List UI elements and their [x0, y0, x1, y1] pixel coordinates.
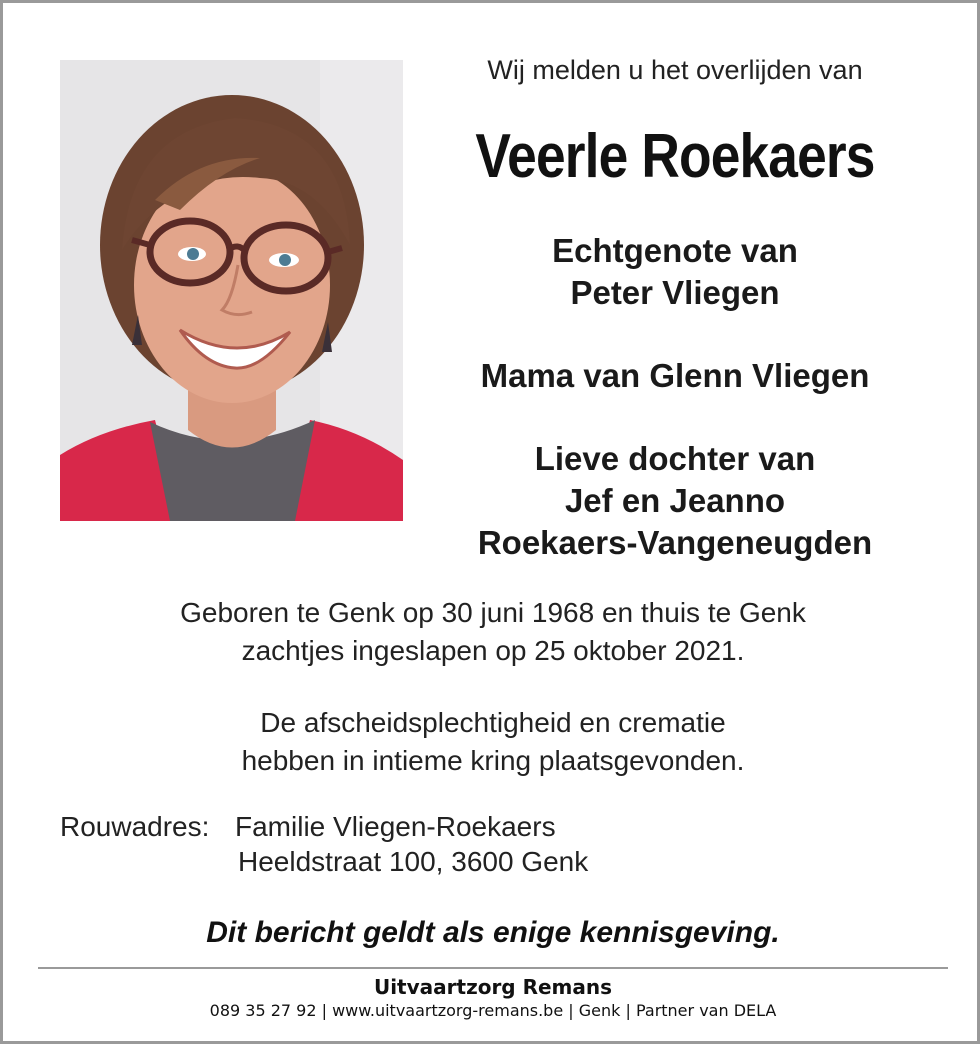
- parents-names: Jef en Jeanno: [564, 482, 786, 519]
- ceremony-line-2: hebben in intieme kring plaatsgevonden.: [241, 745, 745, 776]
- address-street: Heeldstraat 100, 3600 Genk: [238, 846, 589, 877]
- spouse-label: Echtgenote van: [552, 232, 798, 269]
- birth-line-1: Geboren te Genk op 30 juni 1968 en thuis te Genk: [180, 597, 806, 628]
- birth-line-2: zachtjes ingeslapen op 25 oktober 2021.: [241, 635, 745, 666]
- spouse-name: Peter Vliegen: [570, 274, 780, 311]
- deceased-name: Veerle Roekaers: [475, 122, 875, 191]
- footer-contact: 089 35 27 92 | www.uitvaartzorg-remans.be | Genk | Partner van DELA: [209, 1001, 777, 1020]
- portrait-photo: [60, 60, 403, 521]
- address-name: Familie Vliegen-Roekaers: [235, 811, 556, 842]
- closing-statement: Dit bericht geldt als enige kennisgeving.: [206, 916, 780, 949]
- address-label: Rouwadres:: [60, 811, 210, 842]
- child-line: Mama van Glenn Vliegen: [480, 357, 870, 394]
- parents-label: Lieve dochter van: [534, 440, 816, 477]
- footer-divider: [38, 967, 948, 969]
- intro-text: Wij melden u het overlijden van: [487, 55, 863, 85]
- footer-company: Uitvaartzorg Remans: [373, 975, 613, 999]
- parents-family-name: Roekaers-Vangeneugden: [477, 524, 873, 561]
- ceremony-line-1: De afscheidsplechtigheid en crematie: [260, 707, 726, 738]
